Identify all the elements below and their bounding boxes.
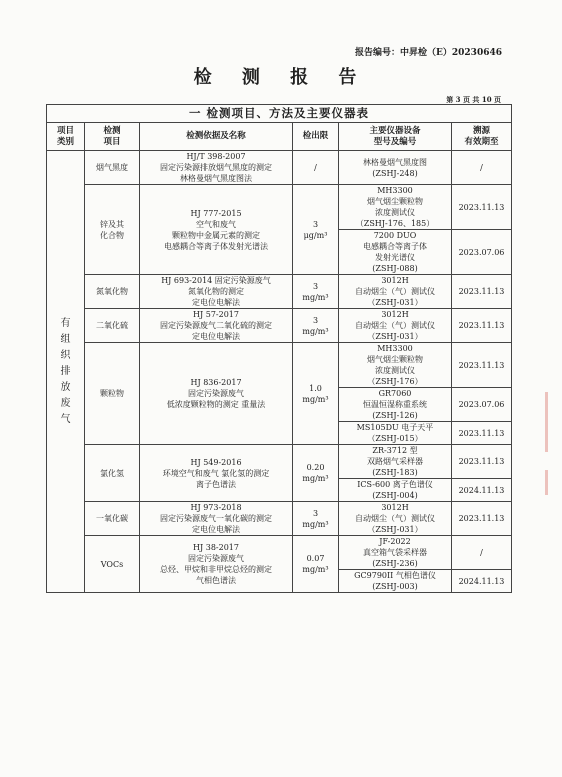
- method-text: HJ 549-2016 环境空气和废气 氯化氢的测定 离子色谱法: [162, 457, 270, 489]
- limit-cell: [293, 536, 339, 593]
- instrument-cell: [339, 275, 452, 309]
- item-cell: [85, 502, 140, 536]
- method-text: HJ 693-2014 固定污染源废气 氮氧化物的测定 定电位电解法: [161, 276, 271, 307]
- validity-text: 2023.11.13: [458, 202, 505, 212]
- validity-text: /: [480, 163, 483, 172]
- limit-text: 3 mg/m³: [302, 315, 329, 336]
- validity-cell: [452, 309, 512, 343]
- validity-text: 2024.11.13: [458, 576, 505, 586]
- limit-cell: [293, 275, 339, 309]
- method-cell: [140, 343, 293, 445]
- report-number: 报告编号：中昇检（E）20230646: [355, 48, 502, 58]
- validity-cell: [452, 570, 512, 593]
- table-row: [47, 502, 512, 536]
- validity-cell: [452, 479, 512, 502]
- limit-cell: [293, 151, 339, 185]
- instrument-cell: [339, 343, 452, 388]
- category-label: 有组织排放废气: [60, 317, 71, 425]
- method-cell: [140, 502, 293, 536]
- limit-text: 1.0 mg/m³: [302, 383, 329, 404]
- method-cell: [140, 151, 293, 185]
- item-text: 氮氧化物: [96, 287, 128, 296]
- method-text: HJ/T 398-2007 固定污染源排放烟气黑度的测定 林格曼烟气黑度图法: [160, 152, 272, 183]
- limit-text: /: [314, 163, 317, 172]
- instrument-text: ICS-600 离子色谱仪 (ZSHJ-004): [357, 480, 433, 500]
- item-text: 二氧化硫: [96, 321, 128, 330]
- validity-text: 2023.07.06: [458, 400, 505, 409]
- instrument-text: 3012H 自动烟尘（气）测试仪 （ZSHJ-031）: [355, 310, 435, 341]
- validity-cell: [452, 445, 512, 479]
- table-row: [47, 309, 512, 343]
- table-row: [47, 185, 512, 230]
- validity-cell: [452, 388, 512, 422]
- validity-cell: [452, 536, 512, 570]
- method-text: HJ 57-2017 固定污染源废气二氧化硫的测定 定电位电解法: [160, 310, 272, 341]
- method-cell: [140, 309, 293, 343]
- table-body: [47, 151, 512, 593]
- table-row: [47, 151, 512, 185]
- header-instrument: [339, 123, 452, 151]
- instrument-text: JF-2022 真空箱气袋采样器 (ZSHJ-236): [363, 537, 427, 568]
- validity-text: 2023.11.13: [458, 457, 505, 466]
- header-method: [140, 123, 293, 151]
- validity-text: 2023.11.13: [458, 287, 505, 296]
- item-text: VOCs: [100, 559, 124, 569]
- validity-text: 2023.11.13: [458, 360, 505, 370]
- limit-cell: [293, 309, 339, 343]
- limit-cell: [293, 185, 339, 275]
- instrument-text: MS105DU 电子天平 （ZSHJ-015）: [356, 423, 434, 443]
- instrument-text: GR7060 恒温恒湿称重系统 (ZSHJ-126): [363, 389, 427, 420]
- instrument-text: MH3300 烟气烟尘颗粒物 浓度测试仪 （ZSHJ-176、185）: [355, 186, 435, 228]
- instrument-cell: [339, 422, 452, 445]
- item-text: 锌及其 化合物: [100, 219, 124, 240]
- header-validity: [452, 123, 512, 151]
- instrument-cell: [339, 309, 452, 343]
- header-limit: [293, 123, 339, 151]
- method-text: HJ 973-2018 固定污染源废气一氧化碳的测定 定电位电解法: [160, 503, 272, 534]
- header-item-label: 检测 项目: [103, 125, 121, 147]
- method-text: HJ 777-2015 空气和废气 颗粒物中金属元素的测定 电感耦合等离子体发射光谱法: [164, 208, 268, 251]
- page-title: 检 测 报 告: [193, 67, 369, 88]
- header-category: [47, 123, 85, 151]
- instrument-text: GC9790II 气相色谱仪 (ZSHJ-003): [354, 571, 436, 591]
- validity-text: /: [480, 548, 483, 557]
- validity-cell: [452, 422, 512, 445]
- item-cell: [85, 309, 140, 343]
- item-text: 氯化氢: [100, 468, 124, 478]
- limit-cell: [293, 343, 339, 445]
- instrument-cell: [339, 151, 452, 185]
- instrument-cell: [339, 502, 452, 536]
- seal-edge-mark: [545, 470, 548, 495]
- validity-cell: [452, 343, 512, 388]
- item-cell: [85, 343, 140, 445]
- instrument-cell: [339, 388, 452, 422]
- item-text: 颗粒物: [100, 389, 124, 398]
- limit-text: 0.20 mg/m³: [302, 463, 329, 483]
- instrument-text: MH3300 烟气烟尘颗粒物 浓度测试仪 （ZSHJ-176）: [367, 344, 423, 386]
- item-cell: [85, 536, 140, 593]
- item-cell: [85, 185, 140, 275]
- validity-cell: [452, 230, 512, 275]
- method-text: HJ 836-2017 固定污染源废气 低浓度颗粒物的测定 重量法: [166, 378, 266, 409]
- limit-text: 0.07 mg/m³: [302, 554, 329, 574]
- header-method-label: 检测依据及名称: [186, 131, 246, 141]
- limit-text: 3 mg/m³: [302, 281, 329, 302]
- page-number: 第 3 页 共 10 页: [446, 95, 501, 104]
- instrument-text: ZR-3712 型 双路烟气采样器 (ZSHJ-183): [367, 446, 423, 477]
- validity-cell: [452, 151, 512, 185]
- instrument-cell: [339, 570, 452, 593]
- instrument-text: 7200 DUO 电感耦合等离子体 发射光谱仪 (ZSHJ-088): [363, 231, 427, 273]
- validity-cell: [452, 275, 512, 309]
- instrument-cell: [339, 230, 452, 275]
- method-cell: [140, 185, 293, 275]
- instrument-text: 3012H 自动烟尘（气）测试仪 （ZSHJ-031）: [355, 503, 435, 534]
- validity-text: 2023.11.13: [458, 321, 505, 330]
- table-row: [47, 275, 512, 309]
- method-instrument-table: [46, 104, 512, 593]
- table-row: [47, 536, 512, 570]
- header-limit-label: 检出限: [302, 131, 329, 141]
- table-row: [47, 445, 512, 479]
- validity-text: 2023.07.06: [458, 247, 505, 257]
- validity-text: 2024.11.13: [458, 485, 505, 495]
- method-cell: [140, 275, 293, 309]
- validity-text: 2023.11.13: [458, 514, 505, 523]
- validity-text: 2023.11.13: [458, 428, 505, 438]
- limit-text: 3 μg/m³: [303, 219, 328, 240]
- limit-cell: [293, 502, 339, 536]
- validity-cell: [452, 502, 512, 536]
- header-item: [85, 123, 140, 151]
- header-instrument-label: 主要仪器设备 型号及编号: [369, 125, 421, 147]
- method-cell: [140, 536, 293, 593]
- instrument-cell: [339, 536, 452, 570]
- header-category-label: 项目 类别: [56, 125, 74, 147]
- instrument-text: 林格曼烟气黑度图 (ZSHJ-248): [363, 157, 427, 178]
- item-text: 烟气黑度: [96, 163, 128, 172]
- limit-cell: [293, 445, 339, 502]
- instrument-text: 3012H 自动烟尘（气）测试仪 （ZSHJ-031）: [355, 276, 435, 307]
- seal-edge-mark: [545, 392, 548, 452]
- instrument-cell: [339, 185, 452, 230]
- instrument-cell: [339, 479, 452, 502]
- category-cell: [47, 151, 85, 593]
- method-text: HJ 38-2017 固定污染源废气 总烃、甲烷和非甲烷总烃的测定 气相色谱法: [160, 543, 272, 585]
- table-row: [47, 343, 512, 388]
- instrument-cell: [339, 445, 452, 479]
- item-cell: [85, 445, 140, 502]
- limit-text: 3 mg/m³: [302, 508, 329, 529]
- item-text: 一氧化碳: [96, 514, 128, 523]
- header-validity-label: 溯源 有效期至: [464, 125, 499, 147]
- item-cell: [85, 275, 140, 309]
- section-title: 一 检测项目、方法及主要仪器表: [47, 105, 512, 123]
- validity-cell: [452, 185, 512, 230]
- method-cell: [140, 445, 293, 502]
- item-cell: [85, 151, 140, 185]
